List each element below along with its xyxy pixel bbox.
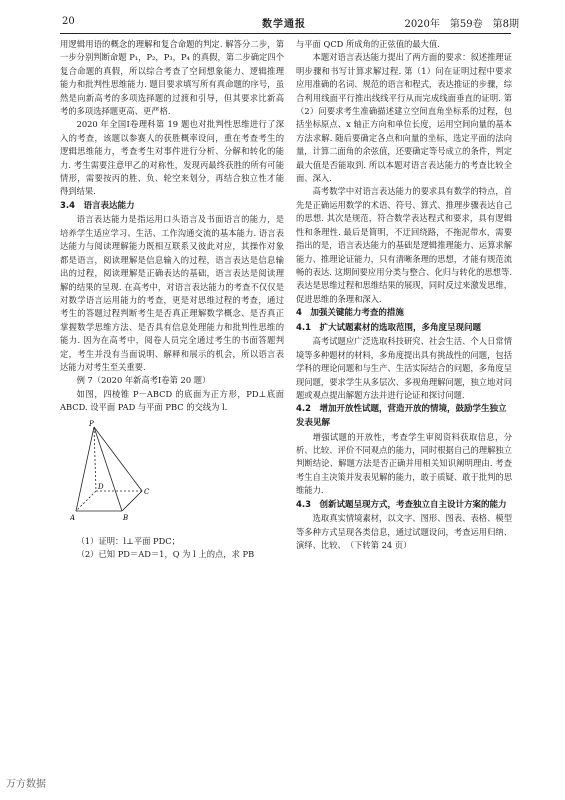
question-2: （2）已知 PD＝AD＝1，Q 为 l 上的点，求 PB	[76, 548, 255, 559]
label-b: B	[123, 513, 129, 522]
section-heading-4-1: 4.1 扩大试题素材的选取范围，多角度呈现问题	[296, 322, 482, 333]
right-para-5: 增强试题的开放性，考查学生审阅资料获取信息，分析、比较、评价不同观点的能力，同时根据自己的理解独立判断结论、解题方法是否正确并用相关知识阐明理由. 考查考生自主决策并发表见解的能力，敢于质疑、敢于批判的思维能力.	[296, 431, 512, 496]
question-1: （1）证明：l⊥平面 PDC；	[76, 535, 180, 546]
page-header	[0, 0, 565, 40]
right-para-2: 本题对语言表达能力提出了两方面的要求：叙述推理证明步骤和书写计算求解过程. 第（1）问在证明过程中要求应用准确的名词、规范的语言和程式，表达推证的步骤，综合利用线面平行推出线线平行从而完成线面垂直的证明. 第（2）问要求考生准确描述建立空间直角坐标系的过程，包括坐标原点、x 轴正方向和单位长度，运用空间向量的基本方法求解. 随后要确定各点和向量的坐标，选定平面的法向量，计算二面角的余弦值，还要确定等号成立的条件，判定最大值是否能取到. 所以本题对语言表达能力的考查比较全面、深入.	[296, 52, 512, 184]
section-heading-4: 4 加强关键能力考查的措施	[296, 308, 404, 319]
section-heading-4-3: 4.3 创新试题呈现方式，考查独立自主设计方案的能力	[296, 499, 507, 510]
left-para-3: 语言表达能力是指运用口头语言及书面语言的能力，是培养学生适应学习、生活、工作沟通交流的基本能力. 语言表达能力与阅读理解能力既相互联系又彼此对应，其操作对象都是语言，阅读理解是信息输入的过程，语言表达是信息输出的过程，阅读理解是正确表达的基础，语言表达是阅读理解的结果的呈现. 在高考中，对语言表达能力的考查不仅仅是对数学语言运用能力的考查，更是对思维过程的考查，通过考生的答题过程判断考生是否真正理解数学概念、是否真正掌握数学思维方法、是否具有信息处理能力和批判性思维的能力. 因为在高考中，阅卷人员完全通过考生的书面答题判定，考生并没有当面说明、解释和展示的机会，所以语言表达能力对考生至关重要.	[60, 214, 284, 372]
left-para-2: 2020 年全国Ⅰ卷理科第 19 题也对批判性思维进行了深入的考查，该题以参赛人的获胜概率设问，重在考查考生的逻辑思维能力，考查考生对事件进行分析、分解和转化的能力. 考生需要注意甲乙的对称性，发现丙最终获胜的所有可能情形，需要按丙的胜、负、轮空来划分，再结合独立性才能得到结果.	[60, 119, 284, 197]
label-a: A	[70, 513, 76, 522]
left-column	[60, 38, 284, 561]
label-p: P	[89, 419, 94, 428]
example-title: 例 7（2020 年新高考Ⅰ卷第 20 题）	[76, 375, 211, 386]
right-column	[296, 38, 512, 552]
right-para-6: 选取真实情境素材，以文字、图形、图表、表格、模型等多种方式呈现各类信息，通过试题设问，考查运用归纳、演绎、比较、 （下转第 24 页）	[296, 513, 512, 550]
label-d: D	[98, 482, 104, 491]
journal-title: 数学通报	[262, 19, 306, 30]
right-para-4: 高考试题应广泛选取科技研究、社会生活、个人日常情境等多种题材的材料，多角度提出具有挑战性的问题，包括学科的理论问题和与生产、生活实际结合的问题，多角度呈现问题，要求学生从多层次、多视角理解问题，独立地对问题或观点提出解题方法并进行论证和探讨问题.	[296, 336, 512, 400]
section-heading-3-4: 3.4 语言表达能力	[60, 200, 135, 211]
right-para-3: 高考数学中对语言表达能力的要求具有数学的特点，首先是正确运用数学的术语、符号、算式、推理步骤表达自己的思想. 其次是规范，符合数学表达程式和要求，具有逻辑性和条理性. 最后是简明，不迂回绕路，不拖泥带水，需要指出的是，语言表达能力的基础是逻辑推理能力、运算求解能力、推理论证能力，只有清晰条理的思想，才能有规范流畅的表达. 这期间要应用分类与整合、化归与转化的思想等. 表达是思维过程和思维结果的展现，同时反过来激发思维，促进思维的条理和深入.	[296, 186, 512, 304]
section-heading-4-2: 4.2 增加开放性试题，营造开放的情境，鼓励学生独立发表见解	[296, 404, 507, 428]
left-para-1: 用逻辑用语的概念的理解和复合命题的判定. 解答分二步，第一步分别判断命题 P₁，P₂，P₃，P₄ 的真假，第二步确定四个复合命题的真假，所以综合考查了空间想象能力、逻辑推理能力和批判性思维能力. 题目要求填写所有真命题的序号，虽然是向新高考的多项选择题的过渡和引导，但其要求比新高考的多项选择题更高、更严格.	[60, 39, 284, 117]
example-text: 如图，四棱锥 P－ABCD 的底面为正方形，PD⊥底面 ABCD. 设平面 PAD 与平面 PBC 的交线为 l.	[60, 388, 284, 413]
pyramid-figure	[60, 415, 284, 535]
right-para-1: 与平面 QCD 所成角的正弦值的最大值.	[296, 39, 440, 49]
header-rule	[60, 33, 511, 34]
watermark: 万方数据	[6, 779, 46, 790]
page-number: 20	[62, 16, 75, 27]
label-c: C	[144, 487, 150, 496]
pyramid-diagram	[70, 419, 180, 531]
volume-info: 2020年 第59卷 第8期	[404, 19, 519, 30]
